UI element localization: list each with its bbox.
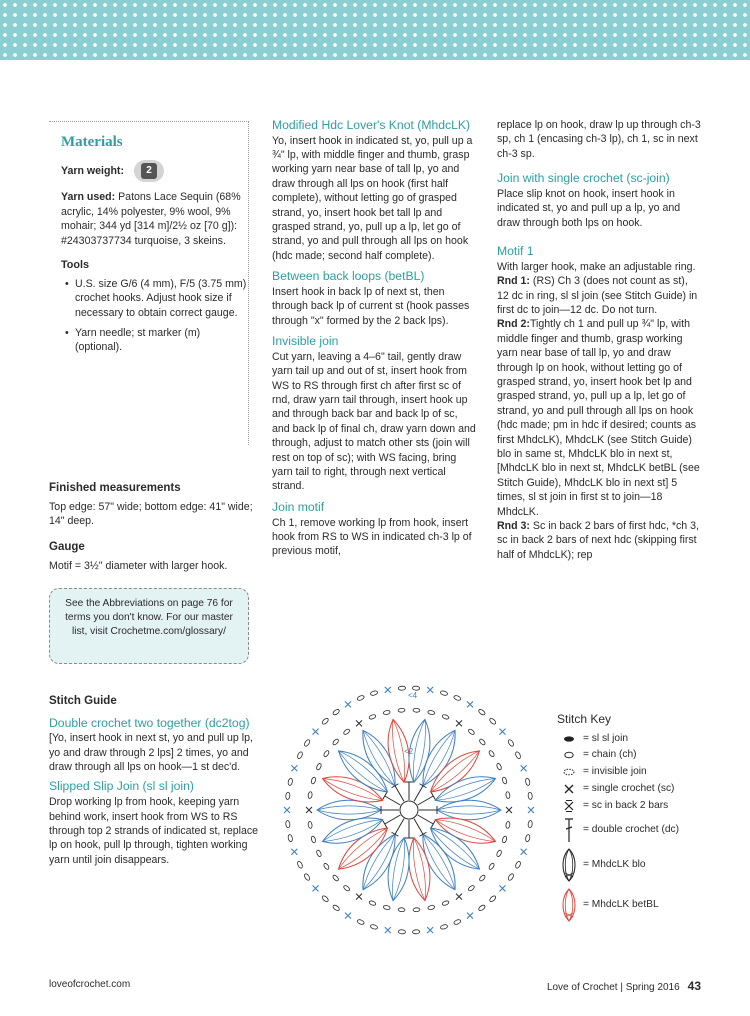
petal [317, 800, 381, 820]
sc-ring [306, 708, 512, 912]
outer-chain-oval [321, 895, 329, 903]
outer-sc-mark [291, 765, 297, 771]
instructions-column-3 [497, 118, 702, 562]
dc-stem [414, 819, 423, 835]
outer-chain-oval [303, 873, 310, 881]
chain-oval [383, 710, 390, 715]
mhdclk-blo-icon [557, 847, 581, 883]
rnd-1-text: (RS) Ch 3 (does not count as st), 12 dc in ring, sl sl join (see Stitch Guide) in first dc to join—12 dc. Do not turn. [497, 275, 698, 316]
footer-website: loveofcrochet.com [49, 979, 131, 990]
join-motif-text: Ch 1, remove working lp from hook, insert hook from RS to WS in indicated ch-3 lp of previous motif, [272, 516, 472, 558]
x-cross-icon [557, 784, 581, 794]
center-dc-ring [381, 782, 437, 838]
join-motif-continued: replace lp on hook, draw lp up through ch-3 sp, ch 1 (encasing ch-3 lp), ch 1, sc in next ch-3 sp. [497, 119, 701, 160]
petal [424, 821, 486, 877]
outer-sc-mark [427, 687, 433, 693]
tools-title: Tools [61, 259, 89, 272]
gauge-title: Gauge [49, 541, 85, 554]
yarn-weight-icon [134, 160, 164, 182]
outer-chain-oval [525, 834, 531, 842]
outer-chain-oval [525, 778, 531, 786]
outer-chain-oval [297, 751, 304, 759]
outer-chain-oval [440, 690, 448, 696]
outer-chain-oval [370, 924, 378, 930]
rnd-1-paragraph [497, 274, 702, 317]
chain-oval [332, 874, 339, 882]
chain-oval [323, 862, 330, 870]
abbreviations-note-text: See the Abbreviations on page 76 for terms you don't know. For our master list, visit Crochetme.com/glossary/ [65, 598, 233, 637]
finished-text: Top edge: 57" wide; bottom edge: 41" wide; 14" deep. [49, 500, 253, 528]
outer-chain-oval [453, 695, 461, 702]
gauge-text: Motif = 3½" diameter with larger hook. [49, 560, 228, 573]
stitch-key [557, 711, 717, 925]
mhdclk-betbl-icon [557, 887, 581, 923]
rnd-1-label: Rnd 1: [497, 275, 530, 288]
dc-top-bar [383, 793, 387, 800]
dc-stem [418, 796, 434, 805]
outer-sc-mark [291, 849, 297, 855]
petal-outline [332, 821, 394, 877]
chain-oval [308, 821, 313, 828]
key-label: = sc in back 2 bars [583, 800, 669, 812]
outer-sc-mark [499, 885, 505, 891]
chain-oval [442, 714, 450, 720]
sc-mark [306, 807, 312, 813]
rnd-3-text: Sc in back 2 bars of first hdc, *ch 3, sc in back 2 bars of next hdc (skipping first half of MhdcLK); rep [497, 520, 699, 561]
mhdclk-petals [317, 718, 501, 903]
petal [332, 821, 394, 877]
chain-oval-icon [557, 751, 581, 759]
page-number: 43 [687, 979, 701, 993]
diagram-label-mid: <2 [404, 747, 414, 756]
outer-chain-oval [357, 919, 365, 926]
chain-oval [398, 908, 405, 912]
outer-chain-oval [528, 792, 533, 800]
petal-outline [317, 800, 381, 820]
key-label: = MhdcLK betBL [583, 899, 659, 911]
sc-mark [356, 894, 362, 900]
key-label: = MhdcLK blo [583, 859, 646, 871]
outer-chain-oval [285, 820, 290, 828]
chain-oval [468, 728, 476, 735]
motif-crochet-diagram [268, 676, 550, 944]
petal-outline [424, 821, 486, 877]
join-motif-title: Join motif [272, 499, 325, 514]
diagram-label-top: <4 [408, 691, 418, 700]
outer-sc-mark [521, 765, 527, 771]
chain-oval [413, 908, 420, 912]
chain-oval [316, 763, 322, 771]
outer-chain-oval [321, 717, 329, 725]
outer-chain-oval [515, 861, 522, 869]
dc-stem [414, 786, 423, 802]
petal-outline [437, 800, 501, 820]
outer-chain-oval [357, 695, 365, 702]
x-cross-bars-icon [557, 799, 581, 813]
petal-outline [424, 743, 486, 799]
petal-inner-strands [410, 837, 429, 901]
dotted-oval-icon [557, 768, 581, 776]
chain-oval [308, 791, 313, 798]
key-label: = chain (ch) [583, 749, 637, 761]
chain-oval [343, 885, 351, 892]
outer-chain-oval [478, 708, 486, 716]
chain-oval [311, 777, 317, 785]
measurements-section [49, 471, 254, 573]
chain-oval [332, 738, 339, 746]
adjustable-ring [400, 801, 418, 819]
dc-stem [395, 819, 404, 835]
outer-chain-oval [528, 820, 533, 828]
rnd-3-label: Rnd 3: [497, 520, 530, 533]
tools-item: • U.S. size G/6 (4 mm), F/5 (3.75 mm) crochet hooks. Adjust hook size if necessary to obtain correct gauge. [65, 277, 248, 320]
outer-sc-mark [385, 927, 391, 933]
outer-chain-oval [332, 904, 340, 912]
chain-oval [442, 900, 450, 906]
dc2tog-title: Double crochet two together (dc2tog) [49, 715, 250, 730]
outer-sc-mark [284, 807, 290, 813]
chain-oval [505, 791, 510, 798]
dc-top-bar [431, 821, 435, 828]
stitch-guide-title: Stitch Guide [49, 695, 117, 707]
key-row-single-crochet [557, 780, 717, 797]
yarn-used-paragraph [61, 190, 248, 248]
sc-mark [456, 894, 462, 900]
outer-chain-oval [478, 904, 486, 912]
footer-issue: | Spring 2016 [617, 982, 680, 993]
slsl-join-text: Drop working lp from hook, keeping yarn behind work, insert hook from WS to RS through top 2 strands of indicated st, replace lp on hook, pull lp through, tighten working yarn until join disappears. [49, 796, 259, 866]
motif-1-intro: With larger hook, make an adjustable ring. [497, 260, 696, 273]
outer-chain-oval [288, 778, 294, 786]
dc-stem [385, 796, 401, 805]
mhdclk-text: Yo, insert hook in indicated st, yo, pull up a ¾" lp, with middle finger and thumb, grasp working yarn near base of tall lp, yo and draw through all lps on hook (first half complete), without letting go of grasped strand, yo, insert hook bet tall lp and grasped strand, yo, pull up a lp, let go of strand, yo and pull through all lps on hook (hdc made; second half complete). [272, 134, 473, 262]
key-row-sc-back-2-bars [557, 797, 717, 815]
filled-oval-icon [557, 736, 581, 742]
chain-oval [505, 821, 510, 828]
petal [332, 743, 394, 799]
outer-sc-mark [345, 701, 351, 707]
outer-sc-mark [345, 913, 351, 919]
key-label: = single crochet (sc) [583, 782, 675, 794]
outer-chain-oval [507, 873, 514, 881]
outer-chain-oval [370, 690, 378, 696]
outer-chain-oval [440, 924, 448, 930]
materials-title: Materials [61, 134, 123, 150]
chain-oval [398, 708, 405, 712]
page-footer [49, 978, 701, 992]
outer-sc-mark [467, 913, 473, 919]
sc-mark [456, 720, 462, 726]
instructions-column-2 [272, 118, 477, 559]
slsl-join-title: Slipped Slip Join (sl sl join) [49, 779, 194, 794]
key-label: = invisible join [583, 765, 647, 777]
outer-chain-oval [453, 919, 461, 926]
chain-oval [479, 738, 486, 746]
chain-oval [413, 708, 420, 712]
yarn-weight-row [61, 160, 248, 182]
chain-oval [428, 905, 435, 910]
tools-item: • Yarn needle; st marker (m) (optional). [65, 326, 248, 355]
outer-sc-mark [521, 849, 527, 855]
petal-inner-strands [437, 806, 501, 814]
rnd-2-paragraph [497, 317, 702, 519]
dc-stem [385, 815, 401, 824]
stitch-guide-section [49, 694, 261, 867]
footer-right [547, 978, 701, 995]
outer-chain-oval [398, 686, 405, 690]
outer-sc-mark [528, 807, 534, 813]
yarn-used-label: Yarn used: [61, 191, 116, 204]
double-crochet-icon [557, 816, 581, 844]
rnd-3-paragraph [497, 519, 702, 562]
key-label: = sl sl join [583, 733, 629, 745]
outer-chain-oval [507, 739, 514, 747]
key-row-invisible-join [557, 763, 717, 780]
yarn-weight-value: 2 [141, 163, 157, 179]
invisible-join-title: Invisible join [272, 334, 339, 349]
outer-chain-oval [412, 686, 419, 690]
chain-oval [502, 836, 508, 844]
key-row-chain [557, 747, 717, 763]
dc-top-bar [383, 821, 387, 828]
key-row-double-crochet [557, 815, 717, 845]
dc-stem [418, 815, 434, 824]
betbl-title: Between back loops (betBL) [272, 269, 425, 284]
outer-sc-mark [467, 701, 473, 707]
key-row-mhdclk-betbl [557, 885, 717, 925]
chain-oval [488, 750, 495, 758]
outer-chain-ring [284, 686, 534, 934]
chain-oval [383, 905, 390, 910]
chain-oval [369, 900, 377, 906]
sc-mark [356, 720, 362, 726]
chain-oval [323, 750, 330, 758]
outer-chain-oval [515, 751, 522, 759]
outer-chain-oval [489, 717, 497, 725]
key-row-mhdclk-blo [557, 845, 717, 885]
rnd-2-text: Tightly ch 1 and pull up ¾" lp, with middle finger and thumb, grasp working yarn near base of tall lp, yo and draw through lp on hook, without letting go of grasped strand, yo, insert hook bet lp and grasped strand, yo, pull up a lp, let go of strand, yo and pull through all lps on hook (hdc made; pm in hdc if desired; counts as first MhdcLK), MhdcLK (see Stitch Guide) blo in same st, MhdcLK blo in next st, [MhdcLK blo in next st, MhdcLK betBL (see Stitch Guide), MhdcLK blo in next st] 5 times, sl st join in first st to join—18 MhdcLK. [497, 318, 700, 518]
outer-chain-oval [332, 708, 340, 716]
outer-sc-mark [427, 927, 433, 933]
petal-outline [332, 743, 394, 799]
outer-sc-mark [313, 885, 319, 891]
outer-chain-oval [398, 930, 405, 934]
outer-sc-mark [385, 687, 391, 693]
finished-title: Finished measurements [49, 482, 181, 494]
tools-list [61, 277, 248, 355]
chain-oval [496, 850, 502, 858]
outer-chain-oval [285, 792, 290, 800]
outer-chain-oval [288, 834, 294, 842]
chain-oval [369, 714, 377, 720]
sc-join-text: Place slip knot on hook, insert hook in indicated st, yo and pull up a lp, yo and draw through both lps on hook. [497, 187, 681, 229]
mhdclk-title: Modified Hdc Lover's Knot (MhdcLK) [272, 118, 471, 132]
sc-mark [506, 807, 512, 813]
chain-oval [468, 885, 476, 892]
key-label: = double crochet (dc) [583, 824, 679, 836]
petal-inner-strands [389, 837, 408, 901]
petal-inner-strands [317, 806, 381, 814]
dc-stem [395, 786, 404, 802]
chain-oval [502, 777, 508, 785]
rnd-2-label: Rnd 2: [497, 318, 530, 331]
chain-oval [496, 763, 502, 771]
outer-chain-oval [412, 930, 419, 934]
materials-box [49, 121, 249, 445]
outer-chain-oval [303, 739, 310, 747]
outer-sc-mark [499, 729, 505, 735]
motif-1-title: Motif 1 [497, 244, 534, 259]
chain-oval [479, 874, 486, 882]
outer-sc-mark [313, 729, 319, 735]
yarn-used-text: Patons Lace Sequin (68% acrylic, 14% polyester, 9% wool, 9% mohair; 344 yd [314 m]/2½ oz [70 g]): #24303737734 turquoise, 3 skeins. [61, 191, 241, 247]
outer-chain-oval [489, 895, 497, 903]
chain-oval [316, 850, 322, 858]
stitch-key-title: Stitch Key [557, 712, 612, 726]
dc-top-bar [431, 793, 435, 800]
betbl-text: Insert hook in back lp of next st, then through back lp of current st (hook passes through "x" formed by the 2 back lps). [272, 285, 470, 327]
outer-chain-oval [297, 861, 304, 869]
chain-oval [488, 862, 495, 870]
chain-oval [311, 836, 317, 844]
yarn-weight-label: Yarn weight: [61, 165, 124, 178]
petal [424, 743, 486, 799]
footer-magazine: Love of Crochet [546, 982, 618, 993]
dc2tog-text: [Yo, insert hook in next st, yo and pull up lp, yo and draw through 2 lps] 2 times, yo and draw through all lps on hook—1 st dec'd. [49, 732, 253, 774]
abbreviations-note [49, 588, 249, 664]
chain-oval [343, 728, 351, 735]
petal [437, 800, 501, 820]
invisible-join-text: Cut yarn, leaving a 4–6" tail, gently draw yarn tail up and out of st, insert hook from WS to RS through first ch after first sc of rnd, draw yarn tail through, insert hook up and through back bar and back lp of sc, and back lp of final ch, draw yarn down and through, adjust to match other sts (join will rest on top of sc); with WS facing, bring yarn tail to right, through next vertical strand. [272, 350, 476, 493]
key-row-sl-sl-join [557, 731, 717, 747]
decorative-dotted-banner [0, 0, 750, 60]
sc-join-title: Join with single crochet (sc-join) [497, 171, 670, 186]
chain-oval [428, 710, 435, 715]
